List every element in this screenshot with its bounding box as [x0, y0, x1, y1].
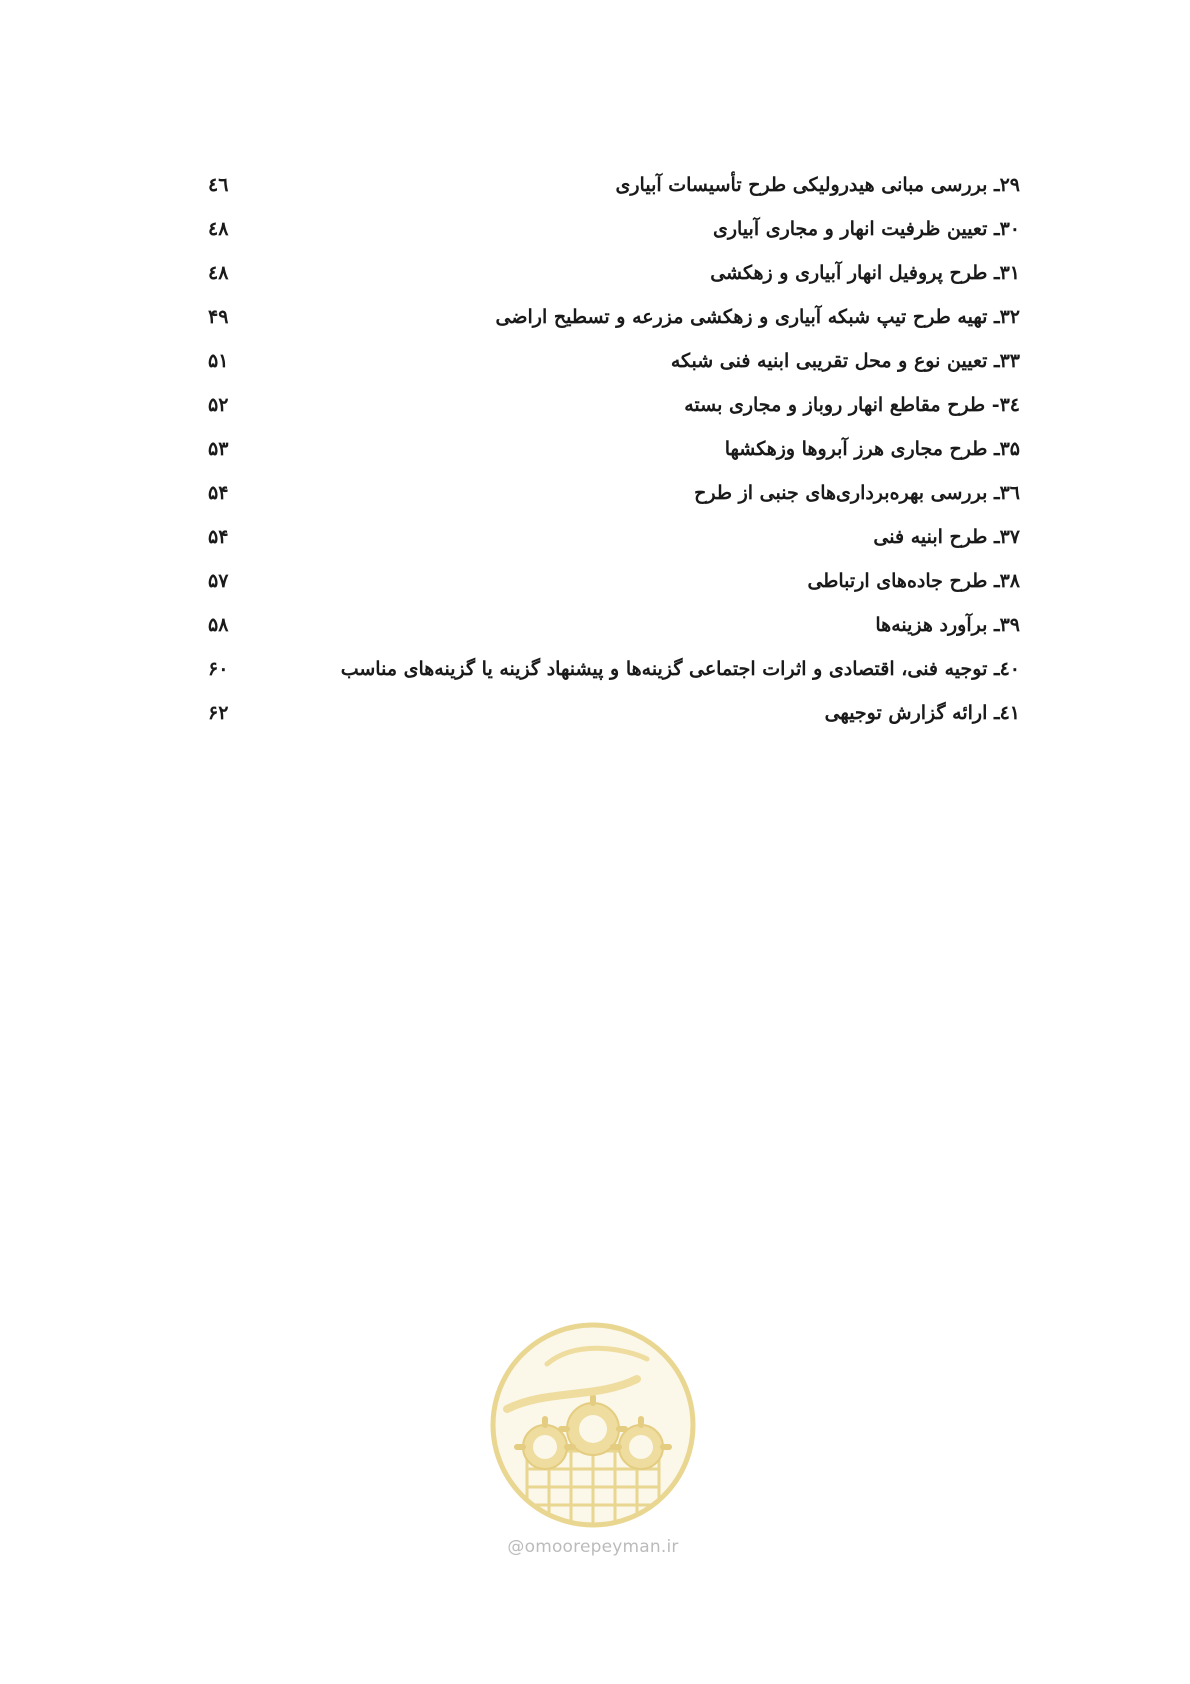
- toc-entry-title: ٤٠ـ توجیه فنی، اقتصادی و اثرات اجتماعی گزینه‌ها و پیشنهاد گزینه یا گزینه‌های مناسب: [340, 658, 1020, 680]
- toc-entry-title: ۳۸ـ طرح جاده‌های ارتباطی: [807, 570, 1020, 592]
- toc-entry: [0, 300, 1190, 344]
- toc-entry-page: ۵۷: [208, 570, 229, 592]
- toc-entry-title: ۳٤- طرح مقاطع انهار روباز و مجاری بسته: [684, 394, 1020, 416]
- toc-entry-page: ٤٨: [208, 262, 229, 284]
- toc-entry-page: ۵۸: [208, 614, 229, 636]
- toc-entry-title: ۳۰ـ تعیین ظرفیت انهار و مجاری آبیاری: [712, 218, 1020, 240]
- toc-entry-title: ۳٦ـ بررسی بهره‌برداری‌های جنبی از طرح: [694, 482, 1020, 504]
- table-of-contents: [0, 168, 1190, 740]
- toc-entry-page: ٤٨: [208, 218, 229, 240]
- watermark-logo-icon: [487, 1319, 699, 1531]
- watermark-url: @omoorepeyman.ir: [507, 1537, 679, 1557]
- toc-entry-title: ۳۲ـ تهیه طرح تیپ شبکه آبیاری و زهکشی مزرعه و تسطیح اراضی: [495, 306, 1020, 328]
- toc-entry-title: ۳۱ـ طرح پروفیل انهار آبیاری و زهکشی: [710, 262, 1020, 284]
- toc-entry: [0, 520, 1190, 564]
- toc-entry-title: ۳۷ـ طرح ابنیه فنی: [873, 526, 1020, 548]
- toc-entry: [0, 652, 1190, 696]
- toc-entry-page: ۵۳: [208, 438, 229, 460]
- toc-entry-page: ۵۴: [208, 526, 229, 548]
- toc-entry-page: ٤٦: [208, 174, 229, 196]
- toc-entry-title: ۳۹ـ برآورد هزینه‌ها: [875, 614, 1020, 636]
- toc-entry: [0, 564, 1190, 608]
- toc-entry-page: ۵۲: [208, 394, 229, 416]
- toc-entry: [0, 344, 1190, 388]
- toc-entry-page: ۴۹: [208, 306, 229, 328]
- toc-entry: [0, 476, 1190, 520]
- watermark: [487, 1319, 699, 1559]
- toc-entry: [0, 388, 1190, 432]
- toc-entry-title: ۲۹ـ بررسی مبانی هیدرولیکی طرح تأسیسات آبیاری: [615, 174, 1020, 196]
- toc-entry: [0, 256, 1190, 300]
- toc-entry: [0, 608, 1190, 652]
- toc-entry: [0, 212, 1190, 256]
- toc-entry: [0, 432, 1190, 476]
- toc-entry-page: ۵۴: [208, 482, 229, 504]
- toc-entry-title: ۳۵ـ طرح مجاری هرز آبروها وزهکشها: [724, 438, 1020, 460]
- toc-entry-page: ۶۰: [208, 658, 229, 680]
- toc-entry: [0, 696, 1190, 740]
- toc-entry: [0, 168, 1190, 212]
- toc-entry-page: ۶۲: [208, 702, 229, 724]
- toc-entry-page: ۵۱: [208, 350, 229, 372]
- toc-entry-title: ۳۳ـ تعیین نوع و محل تقریبی ابنیه فنی شبکه: [670, 350, 1020, 372]
- toc-entry-title: ٤١ـ ارائه گزارش توجیهی: [824, 702, 1020, 724]
